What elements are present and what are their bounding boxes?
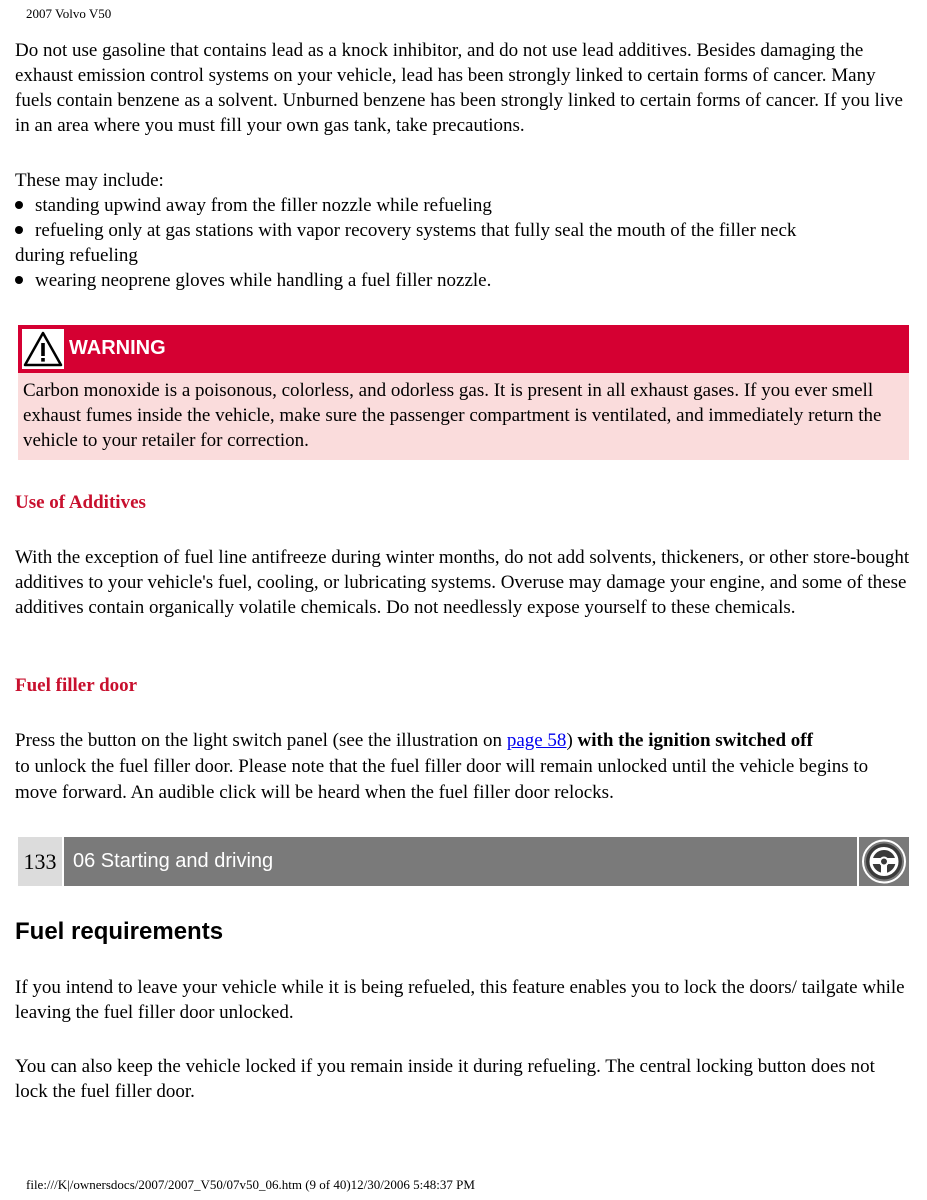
fuel-requirements-heading: Fuel requirements [15, 918, 224, 945]
warning-box [18, 325, 909, 460]
filler-door-paragraph [15, 728, 910, 806]
filler-door-heading: Fuel filler door [15, 675, 138, 696]
page-bar [18, 837, 909, 886]
additives-paragraph: With the exception of fuel line antifreeze during winter months, do not add solvents, thickeners, or other store-bought additives to your vehicle's fuel, cooling, or lubricating systems. Overuse may damage your engine, and some of these additives contain organically volatile chemicals. Do not needlessly expose yourself to these chemicals. [15, 547, 910, 618]
bullet-item-1 [15, 193, 910, 218]
bullet-item-2-continuation: during refueling [15, 245, 138, 266]
precautions-intro: These may include: [15, 170, 164, 191]
bullet-text: wearing neoprene gloves while handling a fuel filler nozzle. [35, 270, 492, 291]
steering-wheel-icon [859, 837, 909, 886]
warning-header [18, 325, 909, 373]
filler-door-text-after-link: ) [566, 730, 578, 751]
additives-heading: Use of Additives [15, 492, 146, 513]
page-number: 133 [18, 837, 62, 886]
warning-body [18, 373, 909, 460]
chapter-icon-box [859, 837, 909, 886]
fuel-requirements-paragraph-1: If you intend to leave your vehicle while it is being refueled, this feature enables you to lock the doors/ tailgate while leaving the fuel filler door unlocked. [15, 977, 905, 1023]
bullet-item-2 [15, 218, 910, 243]
warning-text: Carbon monoxide is a poisonous, colorless, and odorless gas. It is present in all exhaust gases. If you ever smell exhaust fumes inside the vehicle, make sure the passenger compartment is ventilated, and immediately return the vehicle to your retailer for correction. [23, 380, 882, 451]
chapter-box [64, 837, 857, 886]
footer-file-path: file:///K|/ownersdocs/2007/2007_V50/07v50_06.htm (9 of 40)12/30/2006 5:48:37 PM [26, 1177, 475, 1192]
bullet-dot-icon [15, 226, 23, 234]
bullet-text: refueling only at gas stations with vapor recovery systems that fully seal the mouth of the filler neck [35, 220, 797, 241]
filler-door-text-start: Press the button on the light switch panel (see the illustration on [15, 730, 507, 751]
ignition-off-bold: with the ignition switched off [577, 730, 813, 751]
bullet-text: standing upwind away from the filler nozzle while refueling [35, 195, 492, 216]
filler-door-text-rest: to unlock the fuel filler door. Please note that the fuel filler door will remain unlocked until the vehicle begins to move forward. An audible click will be heard when the fuel filler door relocks. [15, 756, 869, 803]
fuel-requirements-paragraph-2: You can also keep the vehicle locked if you remain inside it during refueling. The central locking button does not lock the fuel filler door. [15, 1056, 875, 1102]
warning-triangle-icon [22, 329, 64, 369]
bullet-item-3 [15, 268, 910, 293]
bullet-dot-icon [15, 276, 23, 284]
document-title: 2007 Volvo V50 [26, 6, 112, 21]
warning-title: WARNING [69, 337, 166, 359]
bullet-dot-icon [15, 201, 23, 209]
lead-warning-paragraph: Do not use gasoline that contains lead as a knock inhibitor, and do not use lead additives. Besides damaging the exhaust emission control systems on your vehicle, lead has been strongly linked to certain forms of cancer. Many fuels contain benzene as a solvent. Unburned benzene has been strongly linked to certain forms of cancer. If you live in an area where you must fill your own gas tank, take precautions. [15, 40, 903, 136]
page-58-link[interactable]: page 58 [506, 730, 567, 751]
chapter-title: 06 Starting and driving [73, 850, 274, 872]
